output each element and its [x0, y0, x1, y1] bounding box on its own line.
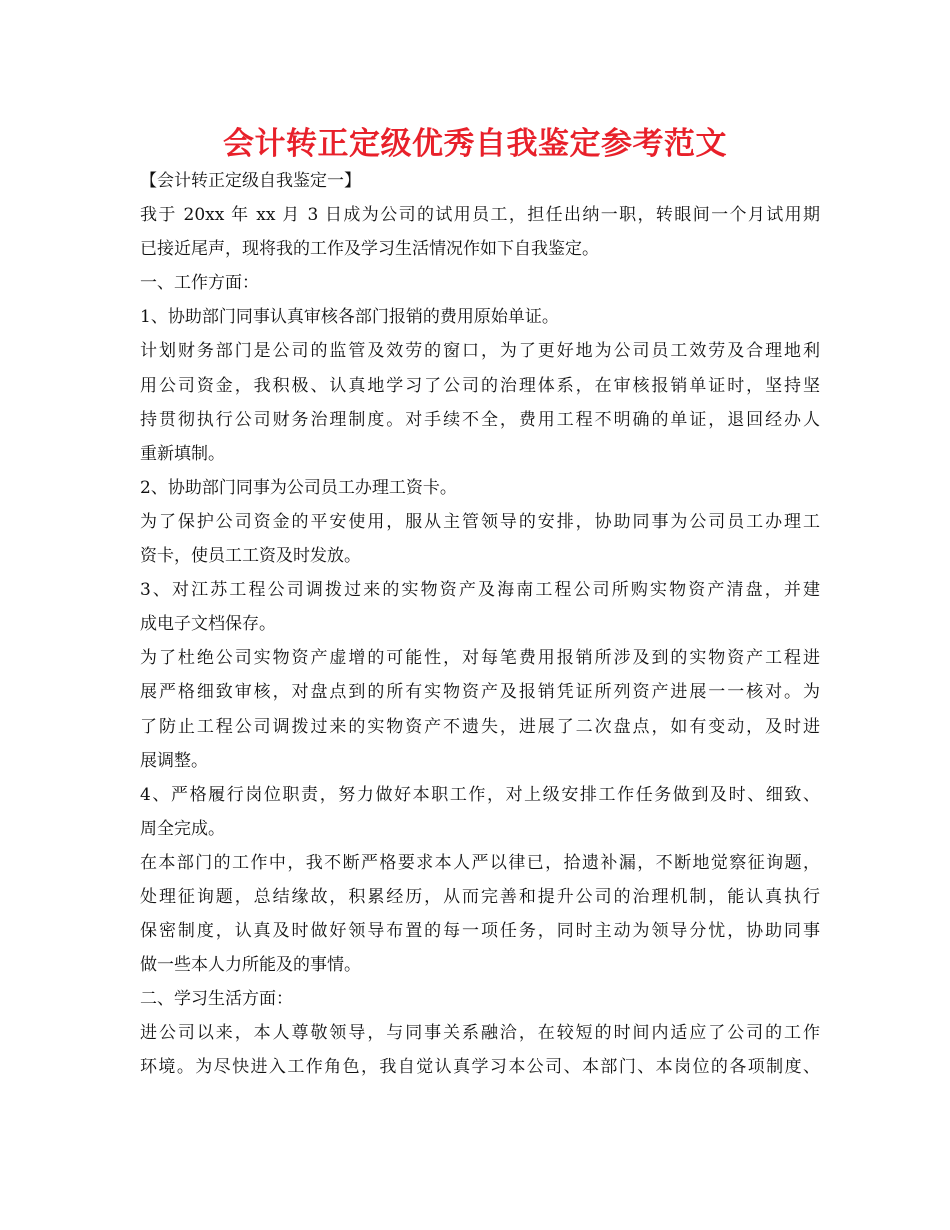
text-line: 保密制度，认真及时做好领导布置的每一项任务，同时主动为领导分忧，协助同事 — [140, 921, 820, 942]
text-line: 二、学习生活方面： — [140, 989, 293, 1010]
text-line: 1、协助部门同事认真审核各部门报销的费用原始单证。 — [140, 307, 559, 328]
text-line: 周全完成。 — [140, 818, 225, 839]
text-line: 计划财务部门是公司的监管及效劳的窗口，为了更好地为公司员工效劳及合理地利 — [140, 341, 820, 362]
text-line: 在本部门的工作中，我不断严格要求本人严以律已，拾遗补漏，不断地觉察征询题， — [140, 852, 820, 873]
text-line: 成电子文档保存。 — [140, 614, 276, 635]
document-title: 会计转正定级优秀自我鉴定参考范文 — [223, 126, 727, 162]
document-body — [140, 164, 820, 1085]
text-line: 【会计转正定级自我鉴定一】 — [140, 171, 361, 191]
text-line: 做一些本人力所能及的事情。 — [140, 955, 361, 976]
text-line: 处理征询题，总结缘故，积累经历，从而完善和提升公司的治理机制，能认真执行 — [140, 886, 820, 907]
text-line: 了防止工程公司调拨过来的实物资产不遗失，进展了二次盘点，如有变动，及时进 — [140, 716, 820, 737]
text-line: 已接近尾声，现将我的工作及学习生活情况作如下自我鉴定。 — [140, 239, 599, 260]
text-line: 展严格细致审核，对盘点到的所有实物资产及报销凭证所列资产进展一一核对。为 — [140, 682, 820, 703]
text-line: 环境。为尽快进入工作角色，我自觉认真学习本公司、本部门、本岗位的各项制度、 — [140, 1057, 820, 1078]
text-line: 资卡，使员工工资及时发放。 — [140, 546, 361, 567]
text-line: 2、协助部门同事为公司员工办理工资卡。 — [140, 477, 457, 498]
text-line: 进公司以来，本人尊敬领导，与同事关系融洽，在较短的时间内适应了公司的工作 — [140, 1023, 820, 1044]
text-line: 用公司资金，我积极、认真地学习了公司的治理体系，在审核报销单证时，坚持坚 — [140, 375, 820, 396]
text-line: 3、对江苏工程公司调拨过来的实物资产及海南工程公司所购实物资产清盘，并建 — [140, 580, 820, 601]
text-line: 持贯彻执行公司财务治理制度。对手续不全，费用工程不明确的单证，退回经办人 — [140, 409, 820, 430]
text-line: 4、严格履行岗位职责，努力做好本职工作，对上级安排工作任务做到及时、细致、 — [140, 784, 820, 805]
text-line: 重新填制。 — [140, 443, 225, 464]
text-line: 展调整。 — [140, 750, 208, 771]
text-line: 为了保护公司资金的平安使用，服从主管领导的安排，协助同事为公司员工办理工 — [140, 511, 820, 532]
text-line: 我于 20xx 年 xx 月 3 日成为公司的试用员工，担任出纳一职，转眼间一个月试用期 — [140, 205, 820, 226]
text-line: 一、工作方面： — [140, 273, 259, 294]
text-line: 为了杜绝公司实物资产虚增的可能性，对每笔费用报销所涉及到的实物资产工程进 — [140, 648, 820, 669]
